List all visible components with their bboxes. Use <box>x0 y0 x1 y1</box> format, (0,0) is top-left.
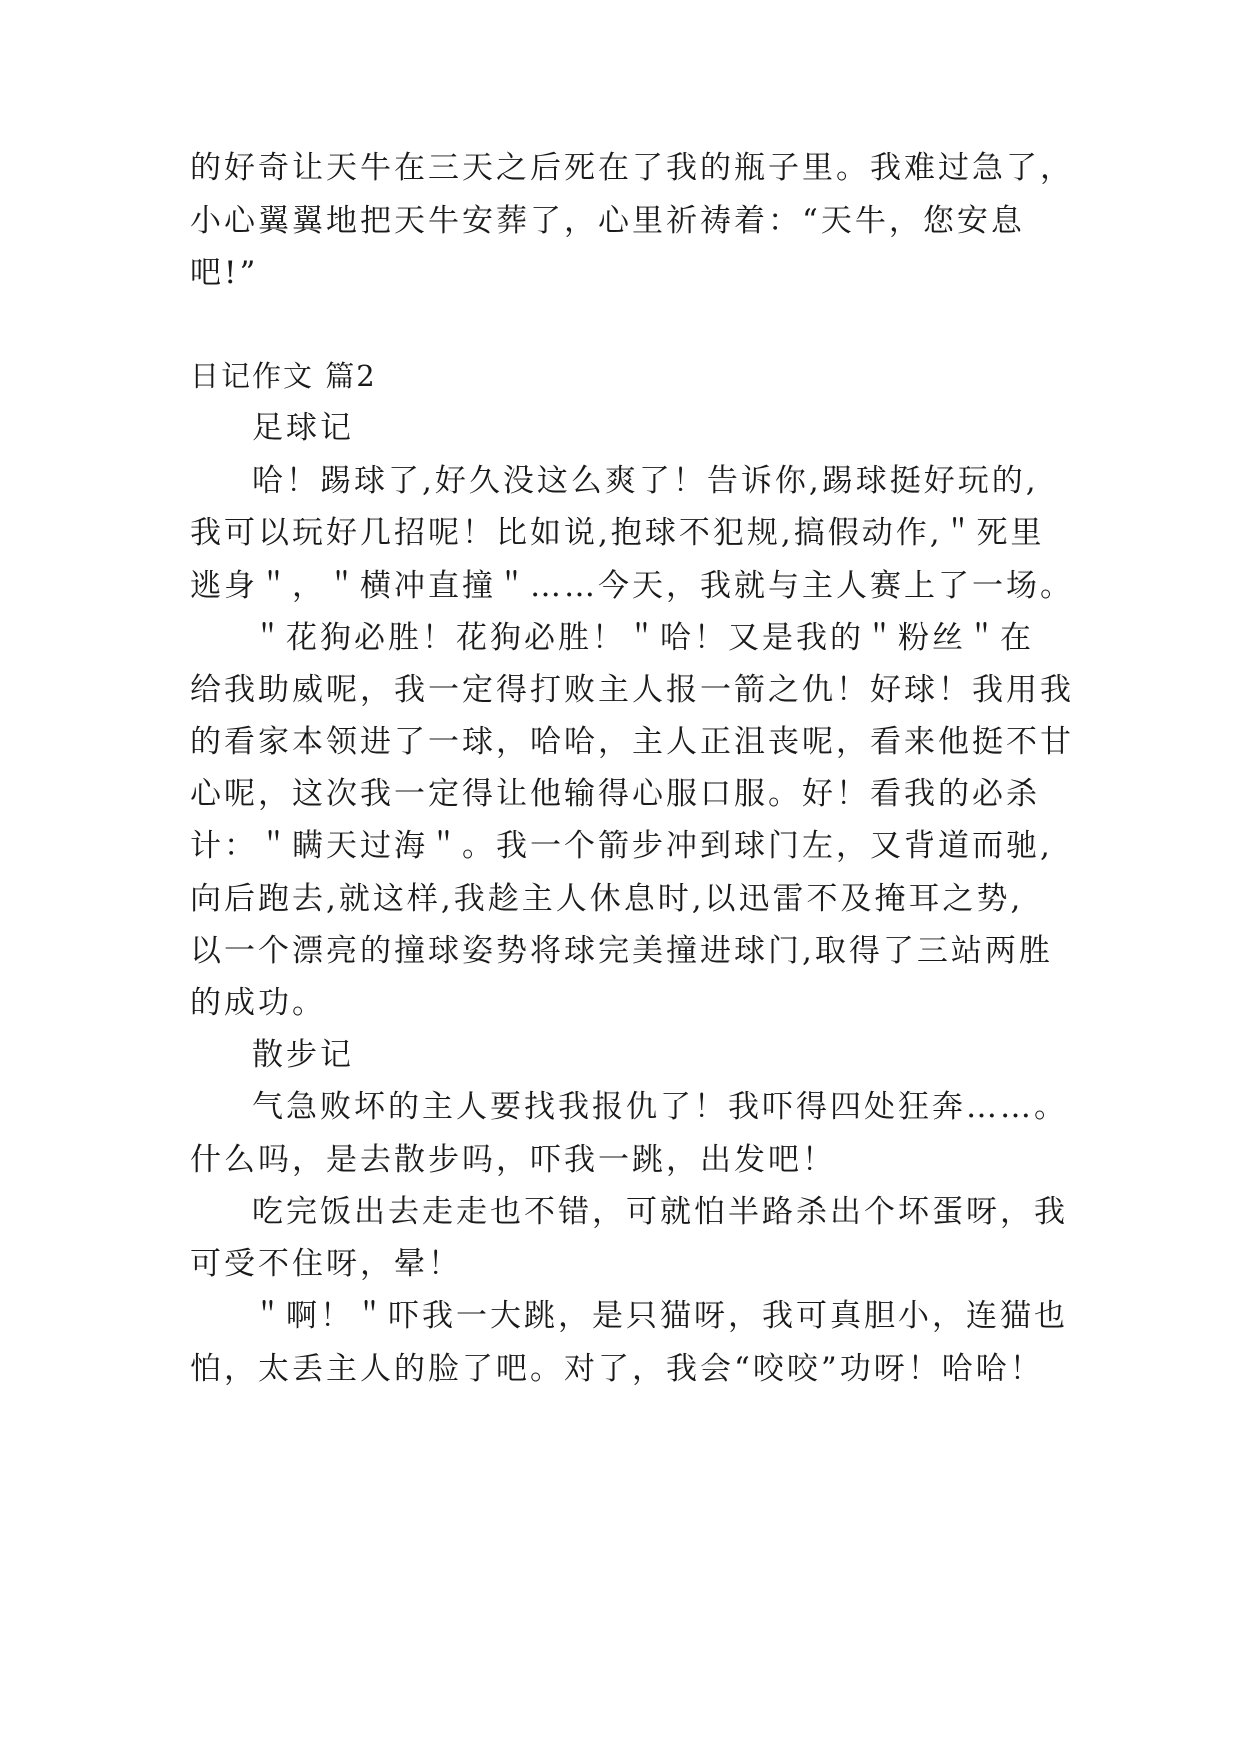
walk-line-2: 什么吗，是去散步吗，吓我一跳，出发吧！ <box>190 1142 836 1178</box>
football-line-4: ＂花狗必胜！花狗必胜！＂哈！又是我的＂粉丝＂在 <box>252 620 1034 656</box>
football-line-6: 的看家本领进了一球，哈哈，主人正沮丧呢，看来他挺不甘 <box>190 724 1074 760</box>
football-line-8: 计：＂瞒天过海＂。我一个箭步冲到球门左，又背道而驰, <box>190 828 1053 864</box>
intro-line-1: 的好奇让天牛在三天之后死在了我的瓶子里。我难过急了， <box>190 150 1074 186</box>
football-line-7: 心呢，这次我一定得让他输得心服口服。好！看我的必杀 <box>190 776 1040 812</box>
football-line-5: 给我助威呢，我一定得打败主人报一箭之仇！好球！我用我 <box>190 672 1074 708</box>
walk-line-3: 吃完饭出去走走也不错，可就怕半路杀出个坏蛋呀，我 <box>252 1194 1068 1230</box>
football-line-1: 哈！踢球了,好久没这么爽了！告诉你,踢球挺好玩的, <box>252 463 1039 499</box>
walk-line-5: ＂啊！＂吓我一大跳，是只猫呀，我可真胆小，连猫也 <box>252 1298 1068 1334</box>
football-line-9: 向后跑去,就这样,我趁主人休息时,以迅雷不及掩耳之势, <box>190 881 1024 917</box>
walk-title: 散步记 <box>252 1037 354 1073</box>
intro-line-3: 吧!” <box>190 255 259 291</box>
walk-line-1: 气急败坏的主人要找我报仇了！我吓得四处狂奔……。 <box>252 1089 1068 1125</box>
football-line-3: 逃身＂，＂横冲直撞＂……今天，我就与主人赛上了一场。 <box>190 568 1074 604</box>
walk-line-6: 怕，太丢主人的脸了吧。对了，我会“咬咬”功呀！哈哈！ <box>190 1351 1044 1387</box>
walk-line-4: 可受不住呀，晕！ <box>190 1246 462 1282</box>
football-title: 足球记 <box>252 410 354 446</box>
football-line-10: 以一个漂亮的撞球姿势将球完美撞进球门,取得了三站两胜 <box>190 933 1053 969</box>
football-line-11: 的成功。 <box>190 985 326 1021</box>
intro-line-2: 小心翼翼地把天牛安葬了，心里祈祷着：“天牛，您安息 <box>190 203 1025 239</box>
section-heading: 日记作文 篇2 <box>190 359 377 393</box>
football-line-2: 我可以玩好几招呢！比如说,抱球不犯规,搞假动作,＂死里 <box>190 515 1045 551</box>
